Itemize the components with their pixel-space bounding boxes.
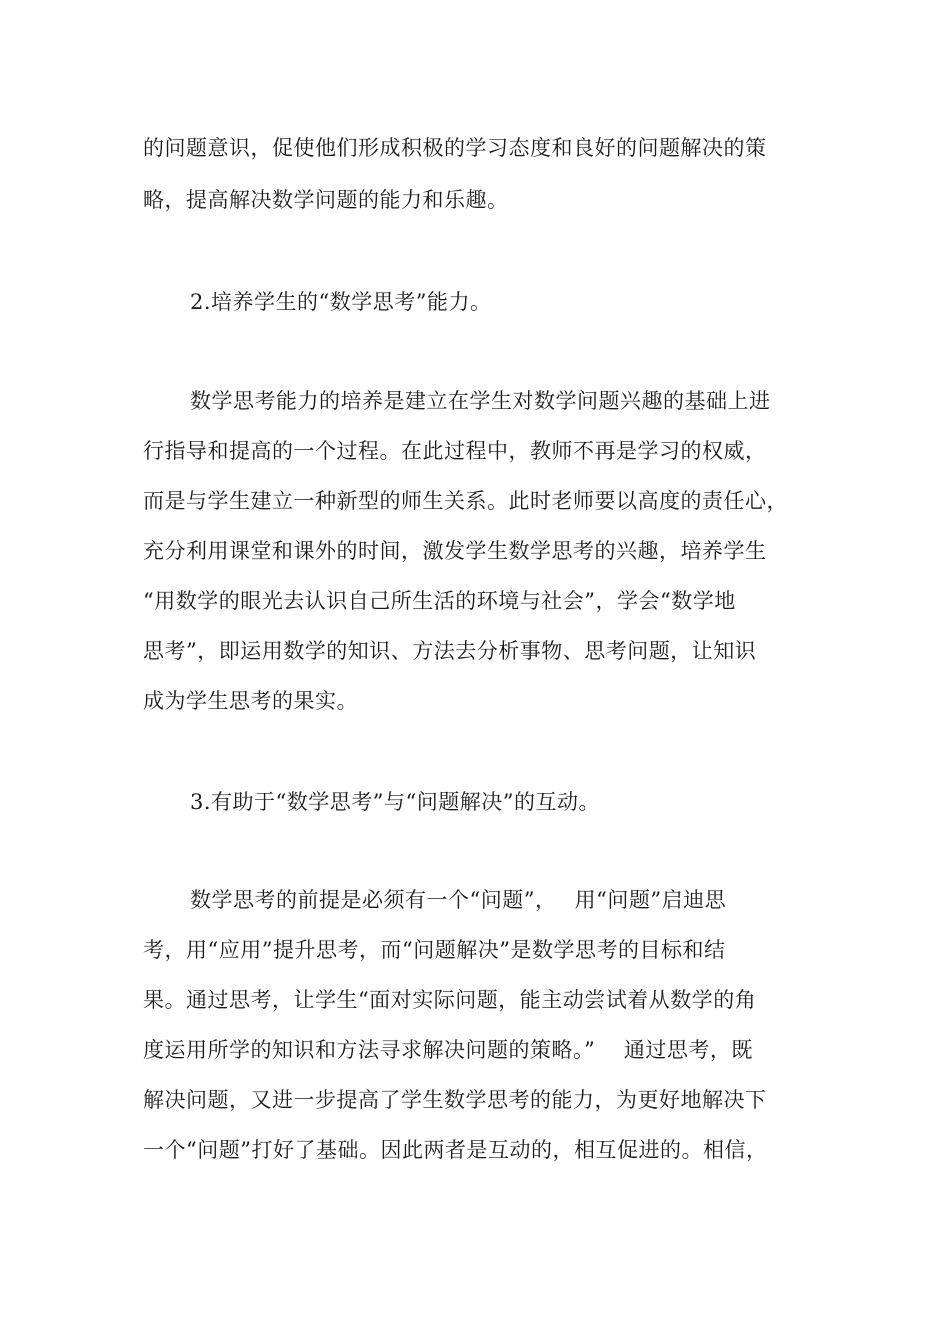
paragraph-line: 成为学生思考的果实。 — [143, 689, 358, 713]
paragraph-line: 思考”，即运用数学的知识、方法去分析事物、思考问题，让知识 — [143, 639, 757, 663]
paragraph-line: 度运用所学的知识和方法寻求解决问题的策略。” 通过思考，既 — [143, 1038, 753, 1062]
paragraph-line: 数学思考能力的培养是建立在学生对数学问题兴趣的基础上进 — [190, 389, 771, 413]
paragraph-line: 一个“问题”打好了基础。因此两者是互动的，相互促进的。相信， — [143, 1138, 768, 1162]
section-heading: 3.有助于“数学思考”与“问题解决”的互动。 — [190, 790, 600, 814]
section-heading: 2.培养学生的“数学思考”能力。 — [190, 290, 492, 314]
paragraph-line: 考，用“应用”提升思考，而“问题解决”是数学思考的目标和结 — [143, 938, 726, 962]
paragraph-line: 果。通过思考，让学生“面对实际问题，能主动尝试着从数学的角 — [143, 988, 757, 1012]
paragraph-line: “用数学的眼光去认识自己所生活的环境与社会”，学会“数学地 — [143, 589, 736, 613]
paragraph-line: 数学思考的前提是必须有一个“问题”， 用“问题”启迪思 — [190, 888, 727, 912]
paragraph-line: 充分利用课堂和课外的时间，激发学生数学思考的兴趣，培养学生 — [143, 539, 767, 563]
paragraph-line: 的问题意识，促使他们形成积极的学习态度和良好的问题解决的策 — [143, 136, 767, 160]
paragraph-line: 解决问题，又进一步提高了学生数学思考的能力，为更好地解决下 — [143, 1088, 767, 1112]
paragraph-line: 行指导和提高的一个过程。在此过程中，教师不再是学习的权威， — [143, 439, 767, 463]
paragraph-line: 而是与学生建立一种新型的师生关系。此时老师要以高度的责任心， — [143, 489, 788, 513]
paragraph-line: 略，提高解决数学问题的能力和乐趣。 — [143, 188, 509, 212]
